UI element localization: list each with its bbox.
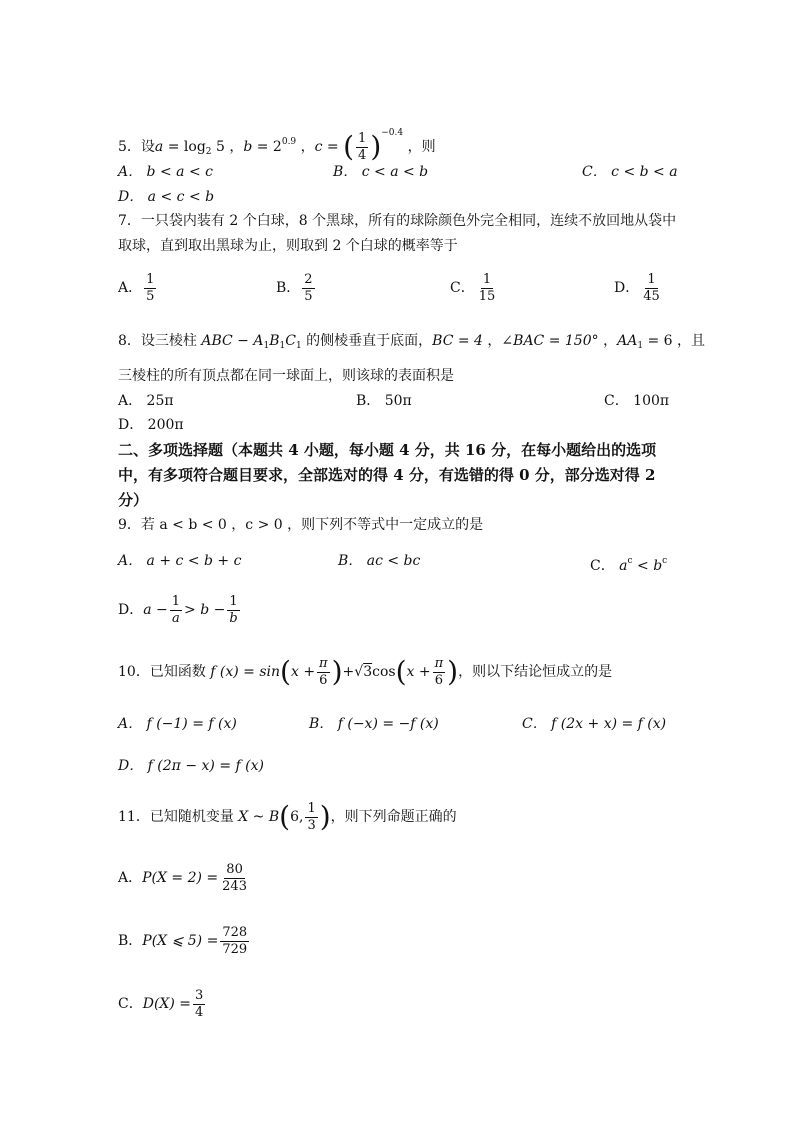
q7-option-c[interactable]: C． $\frac{1}{15}$ (450, 271, 496, 304)
section-2-heading-line2: 中，有多项符合题目要求，全部选对的得 4 分，有选错的得 0 分，部分选对得 2 (118, 466, 656, 484)
q11-option-a[interactable]: A．P(X = 2) = $\frac{80}{243}$ (118, 861, 247, 894)
question-8-line1: 8．设三棱柱 ABC − $A_1B_1C_1$ 的侧棱垂直于底面，BC = 4 ，∠BAC = 150° ，$AA_1 = 6$ ，且 (118, 333, 706, 351)
q10-option-c[interactable]: C． f (2x + x) = f (x) (522, 716, 667, 732)
section-2-heading-line3: 分） (118, 491, 149, 509)
q7-option-d[interactable]: D． $\frac{1}{45}$ (614, 271, 660, 304)
q7-option-a[interactable]: A． $\frac{1}{5}$ (118, 271, 155, 304)
question-5-stem: 5．设$a = \log_2 5$ ，$b = 2^{0.9}$ ，c = ( $\frac{1}{4}$ )$^{-0.4}$ ，则 (118, 128, 436, 163)
q9-option-d[interactable]: D．a − $\frac{1}{a}$ > b − $\frac{1}{b}$ (118, 593, 238, 626)
q9-option-a[interactable]: A． a + c < b + c (118, 553, 242, 569)
q9-option-b[interactable]: B． ac < bc (338, 553, 421, 569)
q5-option-a[interactable]: A． b < a < c (118, 164, 213, 180)
section-2-heading-line1: 二、多项选择题（本题共 4 小题，每小题 4 分，共 16 分，在每小题给出的选项 (118, 441, 657, 459)
q7-option-b[interactable]: B． $\frac{2}{5}$ (276, 271, 313, 304)
q9-option-c[interactable]: C． $a^c < b^c$ (590, 556, 668, 574)
question-9-stem: 9．若 a < b < 0 ，c > 0 ，则下列不等式中一定成立的是 (118, 517, 484, 533)
q5-option-d[interactable]: D． a < c < b (118, 189, 215, 205)
q8-option-b[interactable]: B． 50π (356, 393, 412, 409)
q8-option-d[interactable]: D． 200π (118, 417, 184, 433)
q10-option-b[interactable]: B． f (−x) = −f (x) (309, 716, 439, 732)
q8-option-c[interactable]: C． 100π (604, 393, 670, 409)
q5-option-b[interactable]: B． c < a < b (333, 164, 429, 180)
q10-option-d[interactable]: D． f (2π − x) = f (x) (118, 758, 264, 774)
question-7-line2: 取球，直到取出黑球为止，则取到 2 个白球的概率等于 (118, 238, 458, 254)
q10-option-a[interactable]: A． f (−1) = f (x) (118, 716, 237, 732)
q8-option-a[interactable]: A． 25π (118, 393, 174, 409)
question-10-stem: 10．已知函数 f (x) = sin(x + $\frac{\pi}{6}$ )+√3cos(x + $\frac{\pi}{6}$ )，则以下结论恒成立的是 (118, 655, 613, 688)
q11-option-c[interactable]: C．D(X) = $\frac{3}{4}$ (118, 987, 204, 1020)
question-11-stem: 11．已知随机变量 X ~ B(6, $\frac{1}{3}$ )，则下列命题正确的 (118, 800, 457, 833)
q5-option-c[interactable]: C． c < b < a (582, 164, 678, 180)
question-8-line2: 三棱柱的所有顶点都在同一球面上，则该球的表面积是 (118, 368, 454, 384)
question-7-line1: 7．一只袋内装有 2 个白球，8 个黑球，所有的球除颜色外完全相同，连续不放回地从袋中 (118, 213, 677, 229)
q11-option-b[interactable]: B．P(X ⩽ 5) = $\frac{728}{729}$ (118, 924, 248, 957)
